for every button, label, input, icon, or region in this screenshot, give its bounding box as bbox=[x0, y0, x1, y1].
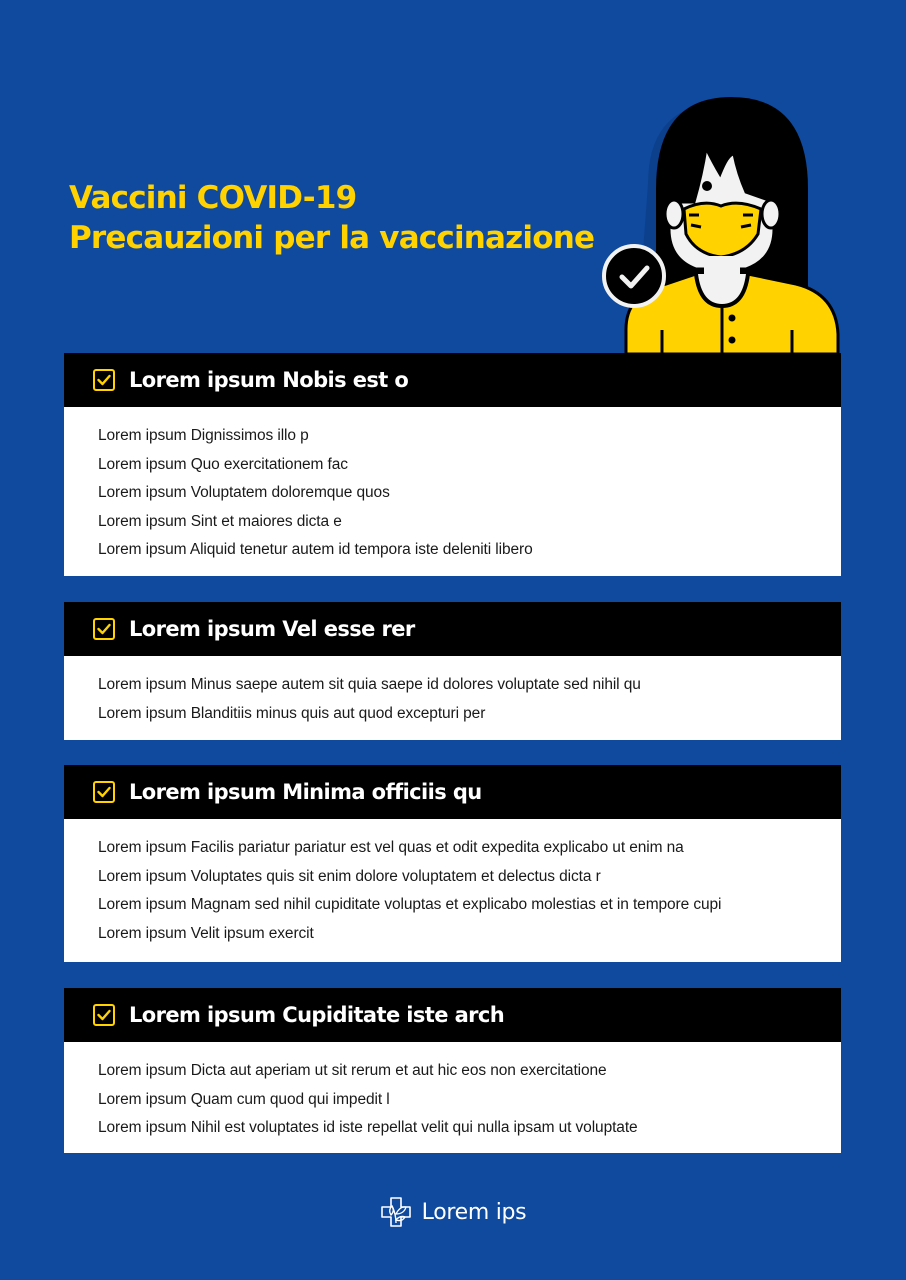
checkbox-checked-icon bbox=[93, 781, 115, 803]
section-title: Lorem ipsum Nobis est o bbox=[129, 368, 409, 392]
list-item: Lorem ipsum Sint et maiores dicta e bbox=[98, 512, 342, 530]
section-list bbox=[64, 819, 841, 948]
list-item: Lorem ipsum Voluptatem doloremque quos bbox=[98, 484, 390, 502]
section-list bbox=[64, 1042, 841, 1143]
section-title: Lorem ipsum Vel esse rer bbox=[129, 617, 415, 641]
section-card-2 bbox=[64, 602, 841, 740]
page-title bbox=[69, 178, 594, 258]
title-line-2: Precauzioni per la vaccinazione bbox=[69, 220, 595, 256]
brand-name: Lorem ips bbox=[421, 1199, 527, 1225]
section-list bbox=[64, 656, 841, 728]
medical-cross-leaf-icon bbox=[380, 1196, 412, 1228]
checkbox-checked-icon bbox=[93, 1004, 115, 1026]
list-item: Lorem ipsum Quam cum quod qui impedit l bbox=[98, 1090, 390, 1108]
section-card-3 bbox=[64, 765, 841, 962]
list-item: Lorem ipsum Nihil est voluptates id iste repellat velit qui nulla ipsam ut voluptate bbox=[98, 1119, 638, 1137]
check-circle-icon bbox=[600, 242, 668, 310]
list-item: Lorem ipsum Dicta aut aperiam ut sit rerum et aut hic eos non exercitatione bbox=[98, 1062, 607, 1079]
woman-mask-illustration bbox=[596, 94, 846, 354]
section-card-1 bbox=[64, 353, 841, 576]
list-item: Lorem ipsum Blanditiis minus quis aut quod excepturi per bbox=[98, 704, 486, 722]
section-list bbox=[64, 407, 841, 565]
footer-brand bbox=[0, 1196, 906, 1228]
checkbox-checked-icon bbox=[93, 618, 115, 640]
list-item: Lorem ipsum Facilis pariatur pariatur est vel quas et odit expedita explicabo ut enim na bbox=[98, 839, 684, 856]
list-item: Lorem ipsum Velit ipsum exercit bbox=[98, 924, 314, 942]
list-item: Lorem ipsum Quo exercitationem fac bbox=[98, 455, 348, 473]
list-item: Lorem ipsum Dignissimos illo p bbox=[98, 427, 309, 444]
section-title: Lorem ipsum Cupiditate iste arch bbox=[129, 1003, 505, 1027]
list-item: Lorem ipsum Minus saepe autem sit quia saepe id dolores voluptate sed nihil qu bbox=[98, 676, 641, 693]
title-line-1: Vaccini COVID-19 bbox=[69, 180, 357, 216]
list-item: Lorem ipsum Magnam sed nihil cupiditate voluptas et explicabo molestias et in tempore cupi bbox=[98, 896, 722, 914]
list-item: Lorem ipsum Aliquid tenetur autem id tempora iste deleniti libero bbox=[98, 541, 533, 559]
list-item: Lorem ipsum Voluptates quis sit enim dolore voluptatem et delectus dicta r bbox=[98, 867, 601, 885]
section-header bbox=[64, 602, 841, 656]
section-header bbox=[64, 988, 841, 1042]
section-card-4 bbox=[64, 988, 841, 1153]
checkbox-checked-icon bbox=[93, 369, 115, 391]
section-title: Lorem ipsum Minima officiis qu bbox=[129, 780, 482, 804]
section-header bbox=[64, 353, 841, 407]
section-header bbox=[64, 765, 841, 819]
